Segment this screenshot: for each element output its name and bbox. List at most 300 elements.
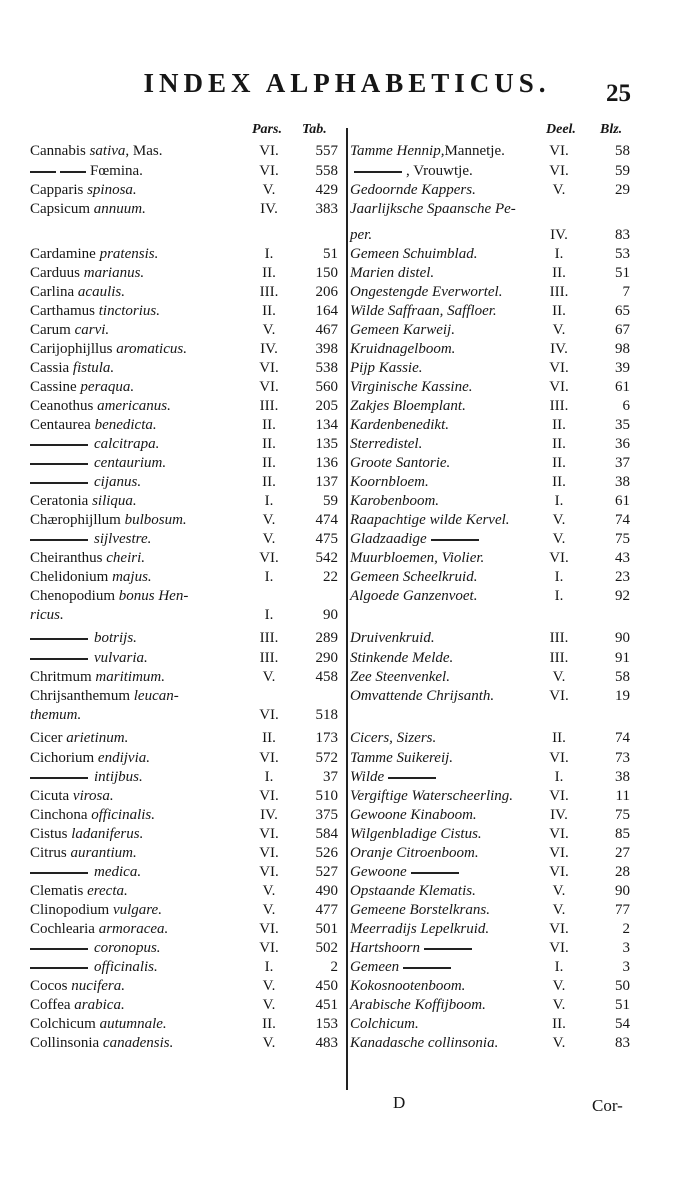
index-row	[0, 648, 682, 668]
latin-name	[30, 161, 143, 181]
deel-value: VI.	[549, 550, 569, 566]
header-deel: Deel.	[546, 122, 576, 137]
index-row	[0, 567, 682, 587]
ditto-dash	[354, 171, 402, 173]
species-name: spinosa.	[87, 182, 137, 198]
tab-value: 490	[315, 883, 338, 899]
dutch-name	[350, 263, 434, 283]
genus-name: Chenopodium	[30, 588, 115, 604]
latin-name	[30, 263, 144, 283]
blz-value: 91	[615, 650, 630, 666]
dutch-text: Karobenboom.	[350, 493, 440, 509]
index-row	[0, 881, 682, 901]
blz-value: 11	[615, 788, 630, 804]
dutch-name	[350, 358, 423, 378]
dutch-text: Tamme Hennip,	[350, 143, 445, 159]
latin-name	[30, 648, 148, 668]
blz-value: 6	[622, 398, 630, 414]
index-row	[0, 862, 682, 882]
deel-value: V.	[552, 978, 566, 994]
latin-name	[30, 628, 137, 648]
deel-value: VI.	[549, 940, 569, 956]
tab-value: 467	[315, 322, 338, 338]
dutch-name	[350, 548, 484, 568]
species-name: ladaniferus.	[71, 826, 144, 842]
dutch-text: Kardenbenedikt.	[350, 417, 450, 433]
dutch-text: Druivenkruid.	[350, 630, 435, 646]
index-row	[0, 320, 682, 340]
pars-value: V.	[262, 669, 276, 685]
species-name: coronopus.	[94, 940, 161, 956]
pars-value: VI.	[259, 360, 279, 376]
dutch-text: Kruidnagelboom.	[350, 341, 456, 357]
pars-value: III.	[259, 630, 279, 646]
dutch-text: Raapachtige wilde Kervel.	[350, 512, 510, 528]
blz-value: 19	[615, 688, 630, 704]
deel-value: VI.	[549, 921, 569, 937]
species-name: majus.	[112, 569, 152, 585]
latin-name	[30, 320, 109, 340]
dutch-name	[350, 667, 450, 687]
genus-name: Chelidonium	[30, 569, 109, 585]
blz-value: 92	[615, 588, 630, 604]
tab-value: 206	[315, 284, 338, 300]
latin-name	[30, 686, 179, 706]
genus-name: Centaurea	[30, 417, 91, 433]
dutch-text: Koornbloem.	[350, 474, 429, 490]
pars-value: I.	[264, 493, 274, 509]
blz-value: 90	[615, 630, 630, 646]
dutch-text: Gewoone	[350, 864, 407, 880]
species-name: sativa	[89, 143, 126, 159]
pars-value: V.	[262, 902, 276, 918]
dutch-name	[350, 862, 463, 882]
latin-name	[30, 180, 137, 200]
pars-value: VI.	[259, 707, 279, 723]
index-row	[0, 586, 682, 606]
species-name: vulvaria.	[94, 650, 148, 666]
deel-value: II.	[552, 455, 566, 471]
latin-name	[30, 244, 158, 264]
genus-name: Cheiranthus	[30, 550, 103, 566]
blz-value: 38	[615, 769, 630, 785]
blz-value: 29	[615, 182, 630, 198]
dutch-text: Algoede Ganzenvoet.	[350, 588, 478, 604]
page-title: INDEX ALPHABETICUS.	[143, 68, 551, 98]
blz-value: 23	[615, 569, 630, 585]
deel-value: V.	[552, 902, 566, 918]
dutch-name	[350, 320, 455, 340]
index-row	[0, 263, 682, 283]
deel-value: VI.	[549, 750, 569, 766]
index-row	[0, 301, 682, 321]
blz-value: 83	[615, 1035, 630, 1051]
blz-value: 90	[615, 883, 630, 899]
species-name: peraqua.	[80, 379, 135, 395]
ditto-dash	[30, 539, 88, 541]
latin-name	[30, 786, 114, 806]
species-name: aromaticus.	[116, 341, 187, 357]
tab-value: 135	[315, 436, 338, 452]
blz-value: 74	[615, 512, 630, 528]
dutch-name	[350, 900, 490, 920]
blz-value: 27	[615, 845, 630, 861]
tab-value: 90	[323, 607, 338, 623]
header-blz: Blz.	[600, 122, 623, 137]
blz-value: 37	[615, 455, 630, 471]
deel-value: V.	[552, 997, 566, 1013]
deel-value: V.	[552, 531, 566, 547]
dutch-name	[350, 648, 453, 668]
tab-value: 22	[323, 569, 338, 585]
index-row	[0, 995, 682, 1015]
dutch-name	[350, 824, 482, 844]
pars-value: I.	[264, 607, 274, 623]
dutch-text: Hartshoorn	[350, 940, 421, 956]
dutch-name	[350, 1033, 498, 1053]
index-row	[0, 415, 682, 435]
species-name: annuum.	[93, 201, 146, 217]
dutch-name	[350, 141, 505, 161]
latin-name	[30, 805, 155, 825]
species-name: siliqua.	[92, 493, 137, 509]
index-row	[0, 728, 682, 748]
species-name: arabica.	[74, 997, 125, 1013]
pars-value: VI.	[259, 826, 279, 842]
deel-value: V.	[552, 182, 566, 198]
deel-value: I.	[554, 493, 564, 509]
species-name: virosa.	[72, 788, 114, 804]
genus-name: Citrus	[30, 845, 67, 861]
dutch-text: Gemeene Borstelkrans.	[350, 902, 490, 918]
tab-value: 383	[315, 201, 338, 217]
latin-name	[30, 548, 145, 568]
tab-value: 137	[315, 474, 338, 490]
pars-value: II.	[262, 1016, 276, 1032]
blz-value: 2	[622, 921, 630, 937]
dutch-suffix: , Vrouwtje.	[406, 163, 473, 179]
tab-value: 2	[330, 959, 338, 975]
index-row	[0, 805, 682, 825]
blz-value: 58	[615, 143, 630, 159]
pars-value: I.	[264, 959, 274, 975]
index-row	[0, 667, 682, 687]
index-row	[0, 453, 682, 473]
deel-value: VI.	[549, 826, 569, 842]
ditto-dash	[30, 638, 88, 640]
latin-name	[30, 767, 143, 787]
dutch-name	[350, 301, 497, 321]
tab-value: 542	[315, 550, 338, 566]
deel-value: V.	[552, 883, 566, 899]
latin-name	[30, 957, 158, 977]
dutch-text: per.	[350, 227, 373, 243]
dutch-text: Marien distel.	[350, 265, 435, 281]
tab-value: 429	[315, 182, 338, 198]
index-row	[0, 628, 682, 648]
dutch-text: Wilgenbladige Cistus.	[350, 826, 482, 842]
latin-name	[30, 667, 165, 687]
deel-value: I.	[554, 588, 564, 604]
deel-value: I.	[554, 246, 564, 262]
dutch-text: Wilde	[350, 769, 385, 785]
pars-value: II.	[262, 455, 276, 471]
deel-value: VI.	[549, 163, 569, 179]
tab-value: 483	[315, 1035, 338, 1051]
latin-name	[30, 728, 128, 748]
dutch-name	[350, 453, 450, 473]
blz-value: 98	[615, 341, 630, 357]
deel-value: III.	[549, 650, 569, 666]
blz-value: 77	[615, 902, 630, 918]
tab-value: 475	[315, 531, 338, 547]
blz-value: 61	[615, 493, 630, 509]
latin-name	[30, 1014, 167, 1034]
deel-value: III.	[549, 284, 569, 300]
dutch-text: Gedoornde Kappers.	[350, 182, 476, 198]
blz-value: 65	[615, 303, 630, 319]
dutch-name	[350, 767, 440, 787]
genus-name: Chærophijllum	[30, 512, 121, 528]
latin-name	[30, 141, 163, 161]
index-row	[0, 748, 682, 768]
genus-name: Cochlearia	[30, 921, 95, 937]
pars-value: V.	[262, 1035, 276, 1051]
deel-value: IV.	[550, 227, 568, 243]
index-row	[0, 1033, 682, 1053]
index-row	[0, 199, 682, 219]
genus-name: Cassine	[30, 379, 77, 395]
latin-name	[30, 705, 81, 725]
dutch-text: Gemeen Scheelkruid.	[350, 569, 478, 585]
latin-name	[30, 301, 160, 321]
latin-name	[30, 377, 134, 397]
tab-value: 136	[315, 455, 338, 471]
blz-value: 7	[622, 284, 630, 300]
blz-value: 85	[615, 826, 630, 842]
index-row	[0, 824, 682, 844]
tab-value: 290	[315, 650, 338, 666]
ditto-dash	[30, 658, 88, 660]
pars-value: V.	[262, 997, 276, 1013]
blz-value: 73	[615, 750, 630, 766]
dutch-name	[350, 282, 502, 302]
pars-value: II.	[262, 303, 276, 319]
species-name: benedicta.	[94, 417, 157, 433]
tab-value: 173	[315, 730, 338, 746]
species-name: calcitrapa.	[94, 436, 160, 452]
species-name: bonus Hen-	[118, 588, 189, 604]
species-name: intijbus.	[94, 769, 143, 785]
latin-name	[30, 919, 168, 939]
blz-value: 59	[615, 163, 630, 179]
tab-value: 451	[315, 997, 338, 1013]
tab-value: 398	[315, 341, 338, 357]
latin-name	[30, 434, 159, 454]
page-number: 25	[606, 80, 631, 107]
deel-value: IV.	[550, 341, 568, 357]
genus-name: Ceanothus	[30, 398, 94, 414]
deel-value: VI.	[549, 845, 569, 861]
blz-value: 3	[622, 959, 630, 975]
species-name: autumnale.	[99, 1016, 167, 1032]
dutch-text: Opstaande Klematis.	[350, 883, 476, 899]
blz-value: 51	[615, 265, 630, 281]
species-name: cijanus.	[94, 474, 142, 490]
sex-label: , Mas.	[125, 143, 163, 159]
species-name: leucan-	[133, 688, 179, 704]
latin-name	[30, 491, 137, 511]
dutch-name	[350, 586, 477, 606]
dutch-text: Muurbloemen, Violier.	[350, 550, 485, 566]
dutch-name	[350, 339, 455, 359]
species-name: pratensis.	[99, 246, 159, 262]
tab-value: 134	[315, 417, 338, 433]
genus-name: Carduus	[30, 265, 80, 281]
blz-value: 35	[615, 417, 630, 433]
pars-value: IV.	[260, 201, 278, 217]
dutch-name	[350, 510, 510, 530]
dutch-text: Gladzaadige	[350, 531, 427, 547]
pars-value: V.	[262, 531, 276, 547]
genus-name: Colchicum	[30, 1016, 96, 1032]
tab-value: 153	[315, 1016, 338, 1032]
dutch-name	[350, 843, 479, 863]
tab-value: 510	[315, 788, 338, 804]
tab-value: 37	[323, 769, 338, 785]
latin-name	[30, 453, 166, 473]
deel-value: IV.	[550, 807, 568, 823]
ditto-dash	[30, 872, 88, 874]
species-name: cheiri.	[106, 550, 145, 566]
genus-name: Capparis	[30, 182, 84, 198]
pars-value: II.	[262, 436, 276, 452]
dutch-name	[350, 995, 486, 1015]
dutch-text: Oranje Citroenboom.	[350, 845, 479, 861]
species-name: themum.	[30, 707, 82, 723]
species-name: arietinum.	[66, 730, 129, 746]
pars-value: I.	[264, 769, 274, 785]
species-name: americanus.	[97, 398, 171, 414]
tab-value: 375	[315, 807, 338, 823]
dutch-text: Stinkende Melde.	[350, 650, 454, 666]
signature-mark: D	[393, 1093, 406, 1112]
deel-value: I.	[554, 569, 564, 585]
tab-value: 502	[315, 940, 338, 956]
genus-name: Cocos	[30, 978, 68, 994]
species-name: tinctorius.	[98, 303, 161, 319]
dutch-text: Arabische Koffijboom.	[350, 997, 486, 1013]
dutch-name	[350, 199, 516, 219]
index-row	[0, 472, 682, 492]
dutch-name	[350, 567, 477, 587]
ditto-dash	[30, 967, 88, 969]
dutch-text: Ongestengde Everwortel.	[350, 284, 503, 300]
deel-value: V.	[552, 512, 566, 528]
tab-value: 560	[315, 379, 338, 395]
index-row	[0, 244, 682, 264]
genus-name: Cinchona	[30, 807, 88, 823]
dutch-name	[350, 180, 476, 200]
dutch-name	[350, 938, 476, 958]
deel-value: V.	[552, 322, 566, 338]
tab-value: 526	[315, 845, 338, 861]
deel-value: V.	[552, 669, 566, 685]
index-row	[0, 396, 682, 416]
index-row	[0, 434, 682, 454]
species-name: armoracea.	[98, 921, 169, 937]
dutch-text: Pijp Kassie.	[350, 360, 423, 376]
blz-value: 51	[615, 997, 630, 1013]
genus-name: Ceratonia	[30, 493, 89, 509]
dutch-text: Kokosnootenboom.	[350, 978, 466, 994]
tab-value: 59	[323, 493, 338, 509]
ditto-dash	[30, 444, 88, 446]
genus-name: Cistus	[30, 826, 68, 842]
ditto-dash	[424, 948, 472, 950]
index-row	[0, 180, 682, 200]
dutch-name	[350, 919, 489, 939]
dutch-text: Gemeen Schuimblad.	[350, 246, 478, 262]
tab-value: 474	[315, 512, 338, 528]
pars-value: III.	[259, 284, 279, 300]
dutch-suffix: Mannetje.	[444, 143, 505, 159]
latin-name	[30, 510, 187, 530]
deel-value: II.	[552, 474, 566, 490]
header-tab: Tab.	[302, 122, 327, 137]
pars-value: IV.	[260, 341, 278, 357]
blz-value: 38	[615, 474, 630, 490]
index-row	[0, 510, 682, 530]
deel-value: VI.	[549, 143, 569, 159]
latin-name	[30, 282, 125, 302]
dutch-name	[350, 244, 477, 264]
latin-name	[30, 472, 141, 492]
deel-value: VI.	[549, 864, 569, 880]
ditto-dash	[30, 463, 88, 465]
tab-value: 205	[315, 398, 338, 414]
blz-value: 61	[615, 379, 630, 395]
dutch-name	[350, 491, 439, 511]
pars-value: V.	[262, 182, 276, 198]
genus-name: Cicuta	[30, 788, 70, 804]
dutch-text: Wilde Saffraan, Saffloer.	[350, 303, 497, 319]
latin-name	[30, 339, 187, 359]
dutch-name	[350, 805, 477, 825]
pars-value: I.	[264, 246, 274, 262]
ditto-dash	[30, 948, 88, 950]
dutch-text: Gewoone Kinaboom.	[350, 807, 477, 823]
species-name: vulgare.	[112, 902, 162, 918]
species-name: ricus.	[30, 607, 64, 623]
dutch-text: Kanadasche collinsonia.	[350, 1035, 499, 1051]
genus-name: Coffea	[30, 997, 71, 1013]
deel-value: VI.	[549, 688, 569, 704]
genus-name: Capsicum	[30, 201, 90, 217]
deel-value: II.	[552, 417, 566, 433]
pars-value: III.	[259, 650, 279, 666]
latin-name	[30, 529, 151, 549]
latin-name	[30, 976, 125, 996]
blz-value: 36	[615, 436, 630, 452]
genus-name: Cardamine	[30, 246, 96, 262]
index-row	[0, 957, 682, 977]
dutch-name	[350, 1014, 419, 1034]
dutch-name	[350, 225, 372, 245]
dutch-name	[350, 748, 453, 768]
species-name: officinalis.	[94, 959, 158, 975]
index-row	[0, 705, 682, 725]
